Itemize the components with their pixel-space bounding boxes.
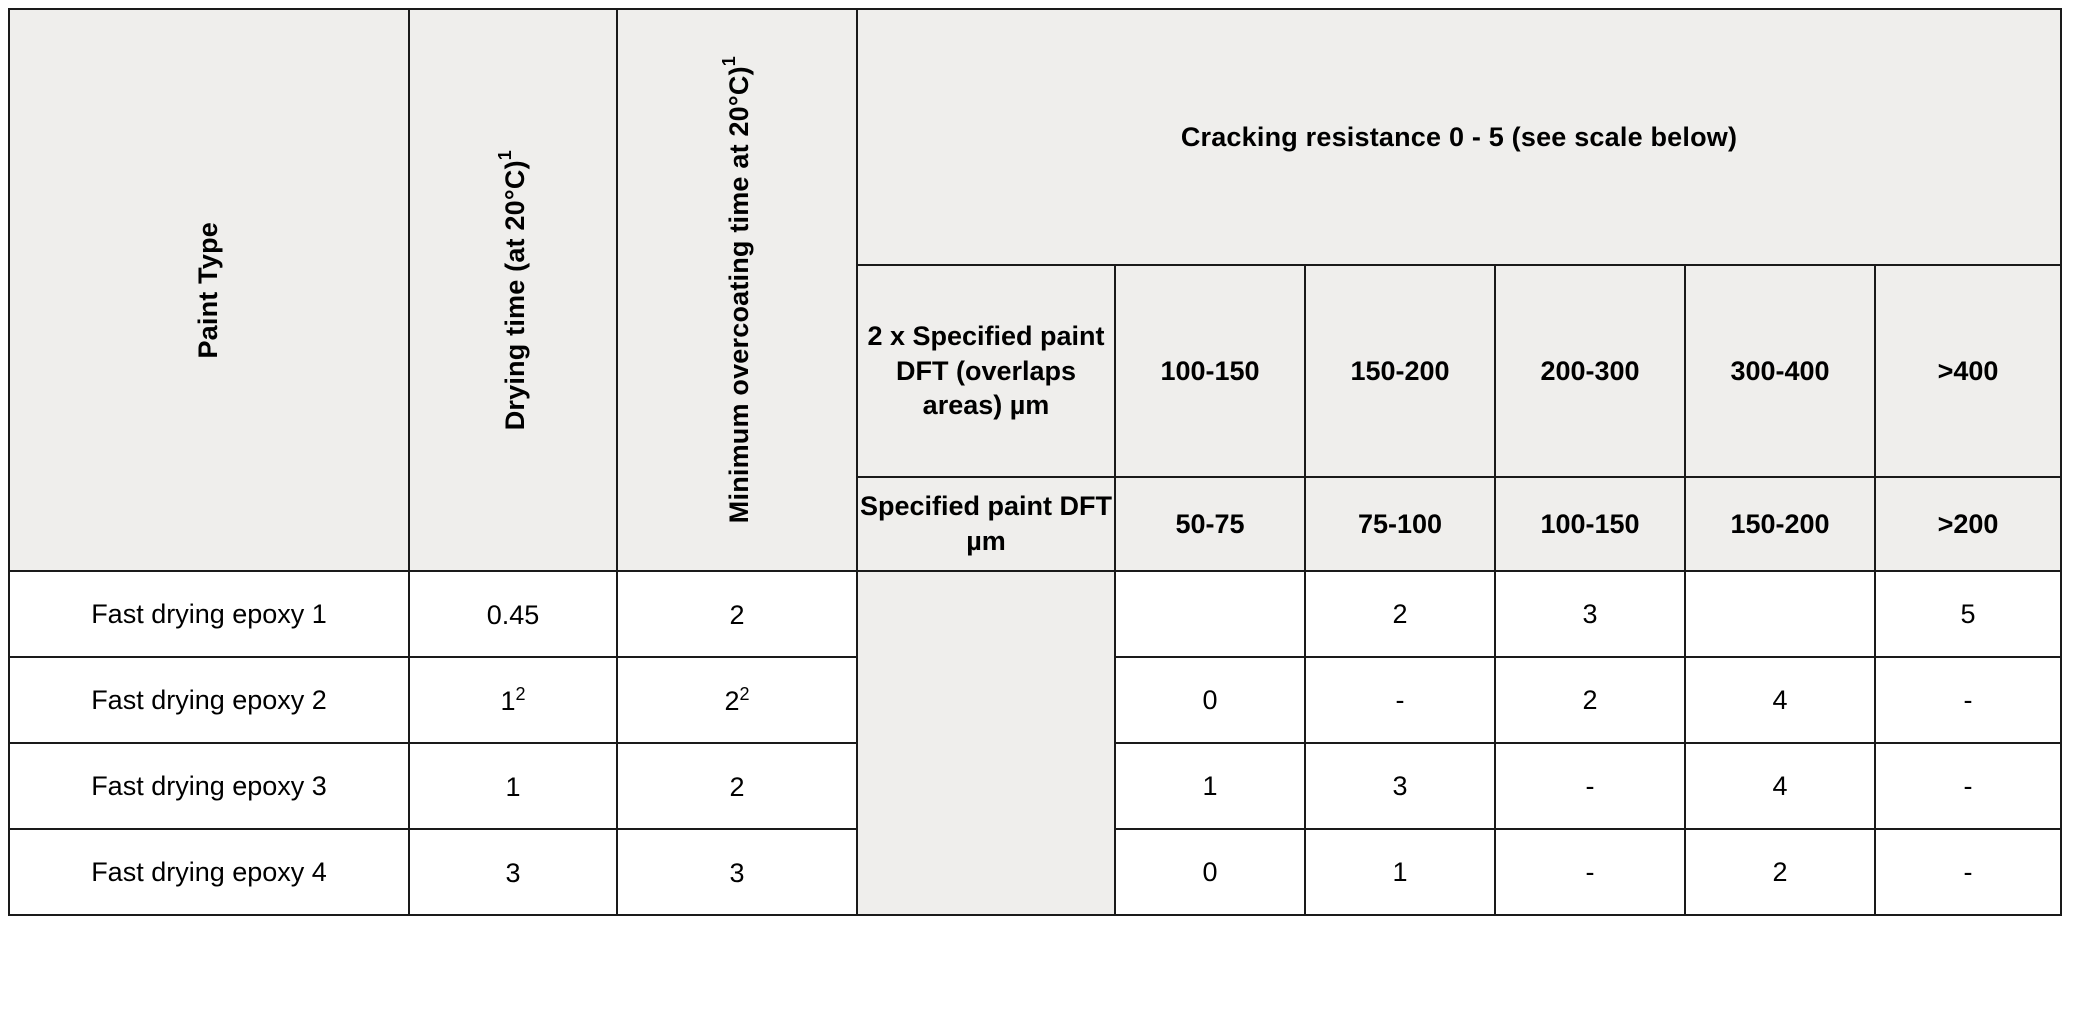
cell-rating-1-3: 4	[1685, 657, 1875, 743]
header-cell-2x-range-1: 150-200	[1305, 265, 1495, 477]
cell-rating-2-1: 3	[1305, 743, 1495, 829]
cell-paint-type-2: Fast drying epoxy 3	[9, 743, 409, 829]
cell-drying-time-0	[409, 571, 617, 657]
header-cell-cracking-resistance: Cracking resistance 0 - 5 (see scale below)	[857, 9, 2061, 265]
value-overcoating-time-2: 2	[729, 771, 745, 802]
value-overcoating-time-3: 3	[729, 857, 745, 888]
cell-drying-time-2	[409, 743, 617, 829]
header-cell-spec-range-1: 75-100	[1305, 477, 1495, 571]
cell-rating-0-0	[1115, 571, 1305, 657]
value-drying-time-2: 1	[505, 771, 521, 802]
sup-overcoating-time-1: 2	[739, 683, 750, 704]
cell-rating-3-2: -	[1495, 829, 1685, 915]
cell-rating-2-4: -	[1875, 743, 2061, 829]
cell-rating-1-2: 2	[1495, 657, 1685, 743]
header-cell-paint-type	[9, 9, 409, 571]
header-label-paint-type: Paint Type	[193, 221, 224, 359]
header-cell-drying-time	[409, 9, 617, 571]
header-cell-specified-dft: Specified paint DFT µm	[857, 477, 1115, 571]
header-cell-2x-range-0: 100-150	[1115, 265, 1305, 477]
value-drying-time-3: 3	[505, 857, 521, 888]
header-cell-overcoating-time	[617, 9, 857, 571]
table-header-row-banner	[9, 9, 2061, 265]
value-drying-time-0: 0.45	[486, 599, 540, 630]
cell-rating-3-0: 0	[1115, 829, 1305, 915]
cell-rating-0-3	[1685, 571, 1875, 657]
cell-drying-time-3	[409, 829, 617, 915]
cell-paint-type-1: Fast drying epoxy 2	[9, 657, 409, 743]
cell-dft-blank-shaded	[857, 571, 1115, 915]
value-overcoating-time-0: 2	[729, 599, 745, 630]
header-cell-spec-range-3: 150-200	[1685, 477, 1875, 571]
cell-rating-1-0: 0	[1115, 657, 1305, 743]
cell-rating-2-2: -	[1495, 743, 1685, 829]
cracking-resistance-table	[8, 8, 2062, 916]
cell-rating-0-4: 5	[1875, 571, 2061, 657]
cell-rating-3-4: -	[1875, 829, 2061, 915]
cell-overcoating-time-2	[617, 743, 857, 829]
header-cell-2x-range-2: 200-300	[1495, 265, 1685, 477]
cell-rating-1-1: -	[1305, 657, 1495, 743]
cell-drying-time-1	[409, 657, 617, 743]
cell-rating-0-1: 2	[1305, 571, 1495, 657]
cell-overcoating-time-3	[617, 829, 857, 915]
header-cell-2x-specified-dft: 2 x Specified paint DFT (overlaps areas) µm	[857, 265, 1115, 477]
cell-paint-type-0: Fast drying epoxy 1	[9, 571, 409, 657]
cell-rating-2-3: 4	[1685, 743, 1875, 829]
sup-drying-time-1: 2	[515, 683, 526, 704]
header-cell-spec-range-0: 50-75	[1115, 477, 1305, 571]
document-page	[0, 8, 2075, 1024]
cell-paint-type-3: Fast drying epoxy 4	[9, 829, 409, 915]
cell-rating-3-1: 1	[1305, 829, 1495, 915]
header-sup-overcoating-time: 1	[718, 56, 739, 67]
header-label-overcoating-time: Minimum overcoating time at 20°C)	[723, 66, 754, 524]
cell-overcoating-time-0	[617, 571, 857, 657]
header-sup-drying-time: 1	[494, 149, 515, 161]
cell-rating-2-0: 1	[1115, 743, 1305, 829]
header-cell-spec-range-4: >200	[1875, 477, 2061, 571]
cell-rating-0-2: 3	[1495, 571, 1685, 657]
header-cell-2x-range-3: 300-400	[1685, 265, 1875, 477]
table-row	[9, 571, 2061, 657]
cell-overcoating-time-1	[617, 657, 857, 743]
value-drying-time-1: 1	[500, 685, 516, 716]
value-overcoating-time-1: 2	[724, 685, 740, 716]
cell-rating-3-3: 2	[1685, 829, 1875, 915]
header-cell-spec-range-2: 100-150	[1495, 477, 1685, 571]
header-cell-2x-range-4: >400	[1875, 265, 2061, 477]
cell-rating-1-4: -	[1875, 657, 2061, 743]
header-label-drying-time: Drying time (at 20°C)	[499, 160, 530, 431]
